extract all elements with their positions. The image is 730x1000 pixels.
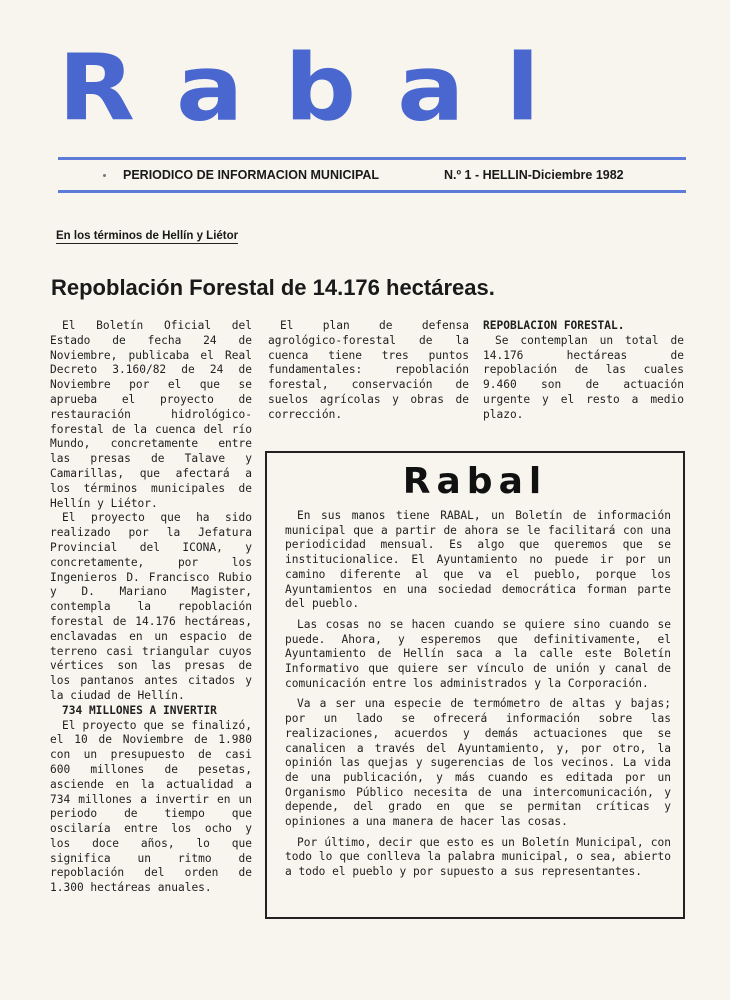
paragraph: El proyecto que ha sido realizado por la Jefatura Provincial del ICONA, y concretamente, por los Ingenieros D. Francisco Rubio y D. Mariano Magister, contempla la repoblación forestal de 14.176 hectáreas, enclavadas en un espacio de terreno casi triangular cuyos vértices son las presas de los pantanos antes citados y la ciudad de Hellín. <box>50 511 252 702</box>
editorial-box <box>265 451 685 919</box>
masthead-title: Rabal <box>58 33 581 142</box>
paragraph: En sus manos tiene RABAL, un Boletín de información municipal que a partir de ahora se le facilitará con una periodicidad mensual. Es algo que queremos que se institucionalice. El Ayuntamiento no puede ir por un camino diferente al que va el pueblo, porque los Ayuntamientos en una sociedad democrática forman parte del pueblo. <box>285 509 671 611</box>
subheading: REPOBLACION FORESTAL. <box>483 319 625 332</box>
header-dot <box>103 174 106 177</box>
article-column-2 <box>268 319 469 423</box>
paragraph: Va a ser una especie de termómetro de altas y bajas; por un lado se ofrecerá información sobre las realizaciones, acuerdos y demás actuaciones que se canalicen a través del Ayuntamiento, y, por otro, la opinión las quejas y sugerencias de los vecinos. La vida de una publicación, y más cuando es editada por un Organismo Público necesita de una intercomunicación, y depende, del grado en que se permitan críticas y opiniones a una manera de hacer las cosas. <box>285 697 671 829</box>
header-rule-bottom <box>58 190 686 193</box>
editorial-body <box>285 509 671 886</box>
article-kicker: En los términos de Hellín y Liétor <box>56 230 239 242</box>
issue-info: N.º 1 - HELLIN-Diciembre 1982 <box>444 168 624 182</box>
paragraph: Por último, decir que esto es un Boletín Municipal, con todo lo que conlleva la palabra municipal, o sea, abierto a todo el pueblo y por supuesto a sus representantes. <box>285 835 671 879</box>
paragraph: Las cosas no se hacen cuando se quiere sino cuando se puede. Ahora, y esperemos que definitivamente, el Ayuntamiento de Hellín saca a la calle este Boletín Informativo que quiere ser vínculo de unión y canal de comunicación entre los administrados y la Corporación. <box>285 617 671 690</box>
paragraph: El plan de defensa agrológico-forestal de la cuenca tiene tres puntos fundamentales: repoblación forestal, conservación de suelos agrícolas y obras de corrección. <box>268 319 469 421</box>
paragraph: Se contemplan un total de 14.176 hectáreas de repoblación de las cuales 9.460 son de actuación urgente y el resto a medio plazo. <box>483 333 684 421</box>
header-rule-top <box>58 157 686 160</box>
paragraph: El Boletín Oficial del Estado de fecha 24 de Noviembre, publicaba el Real Decreto 3.160/82 de 24 de Noviembre por el que se aprueba el proyecto de restauración hidrológico-forestal de la cuenca del río Mundo, concretamente entre las presas de Talave y Camarillas, que afectará a los términos municipales de Hellín y Liétor. <box>50 319 252 510</box>
article-column-1 <box>50 319 252 896</box>
subheading: 734 MILLONES A INVERTIR <box>62 703 217 717</box>
editorial-title: Rabal <box>402 461 548 502</box>
article-column-3 <box>483 319 684 423</box>
publication-subtitle: PERIODICO DE INFORMACION MUNICIPAL <box>123 168 380 182</box>
article-headline: Repoblación Forestal de 14.176 hectáreas. <box>51 275 495 300</box>
paragraph: El proyecto que se finalizó, el 10 de Noviembre de 1.980 con un presupuesto de casi 600 millones de pesetas, asciende en la actualidad a 734 millones a invertir en un periodo de tiempo que oscilaría entre los ocho y los doce años, lo que significa un ritmo de repoblación del orden de 1.300 hectáreas anuales. <box>50 718 252 895</box>
